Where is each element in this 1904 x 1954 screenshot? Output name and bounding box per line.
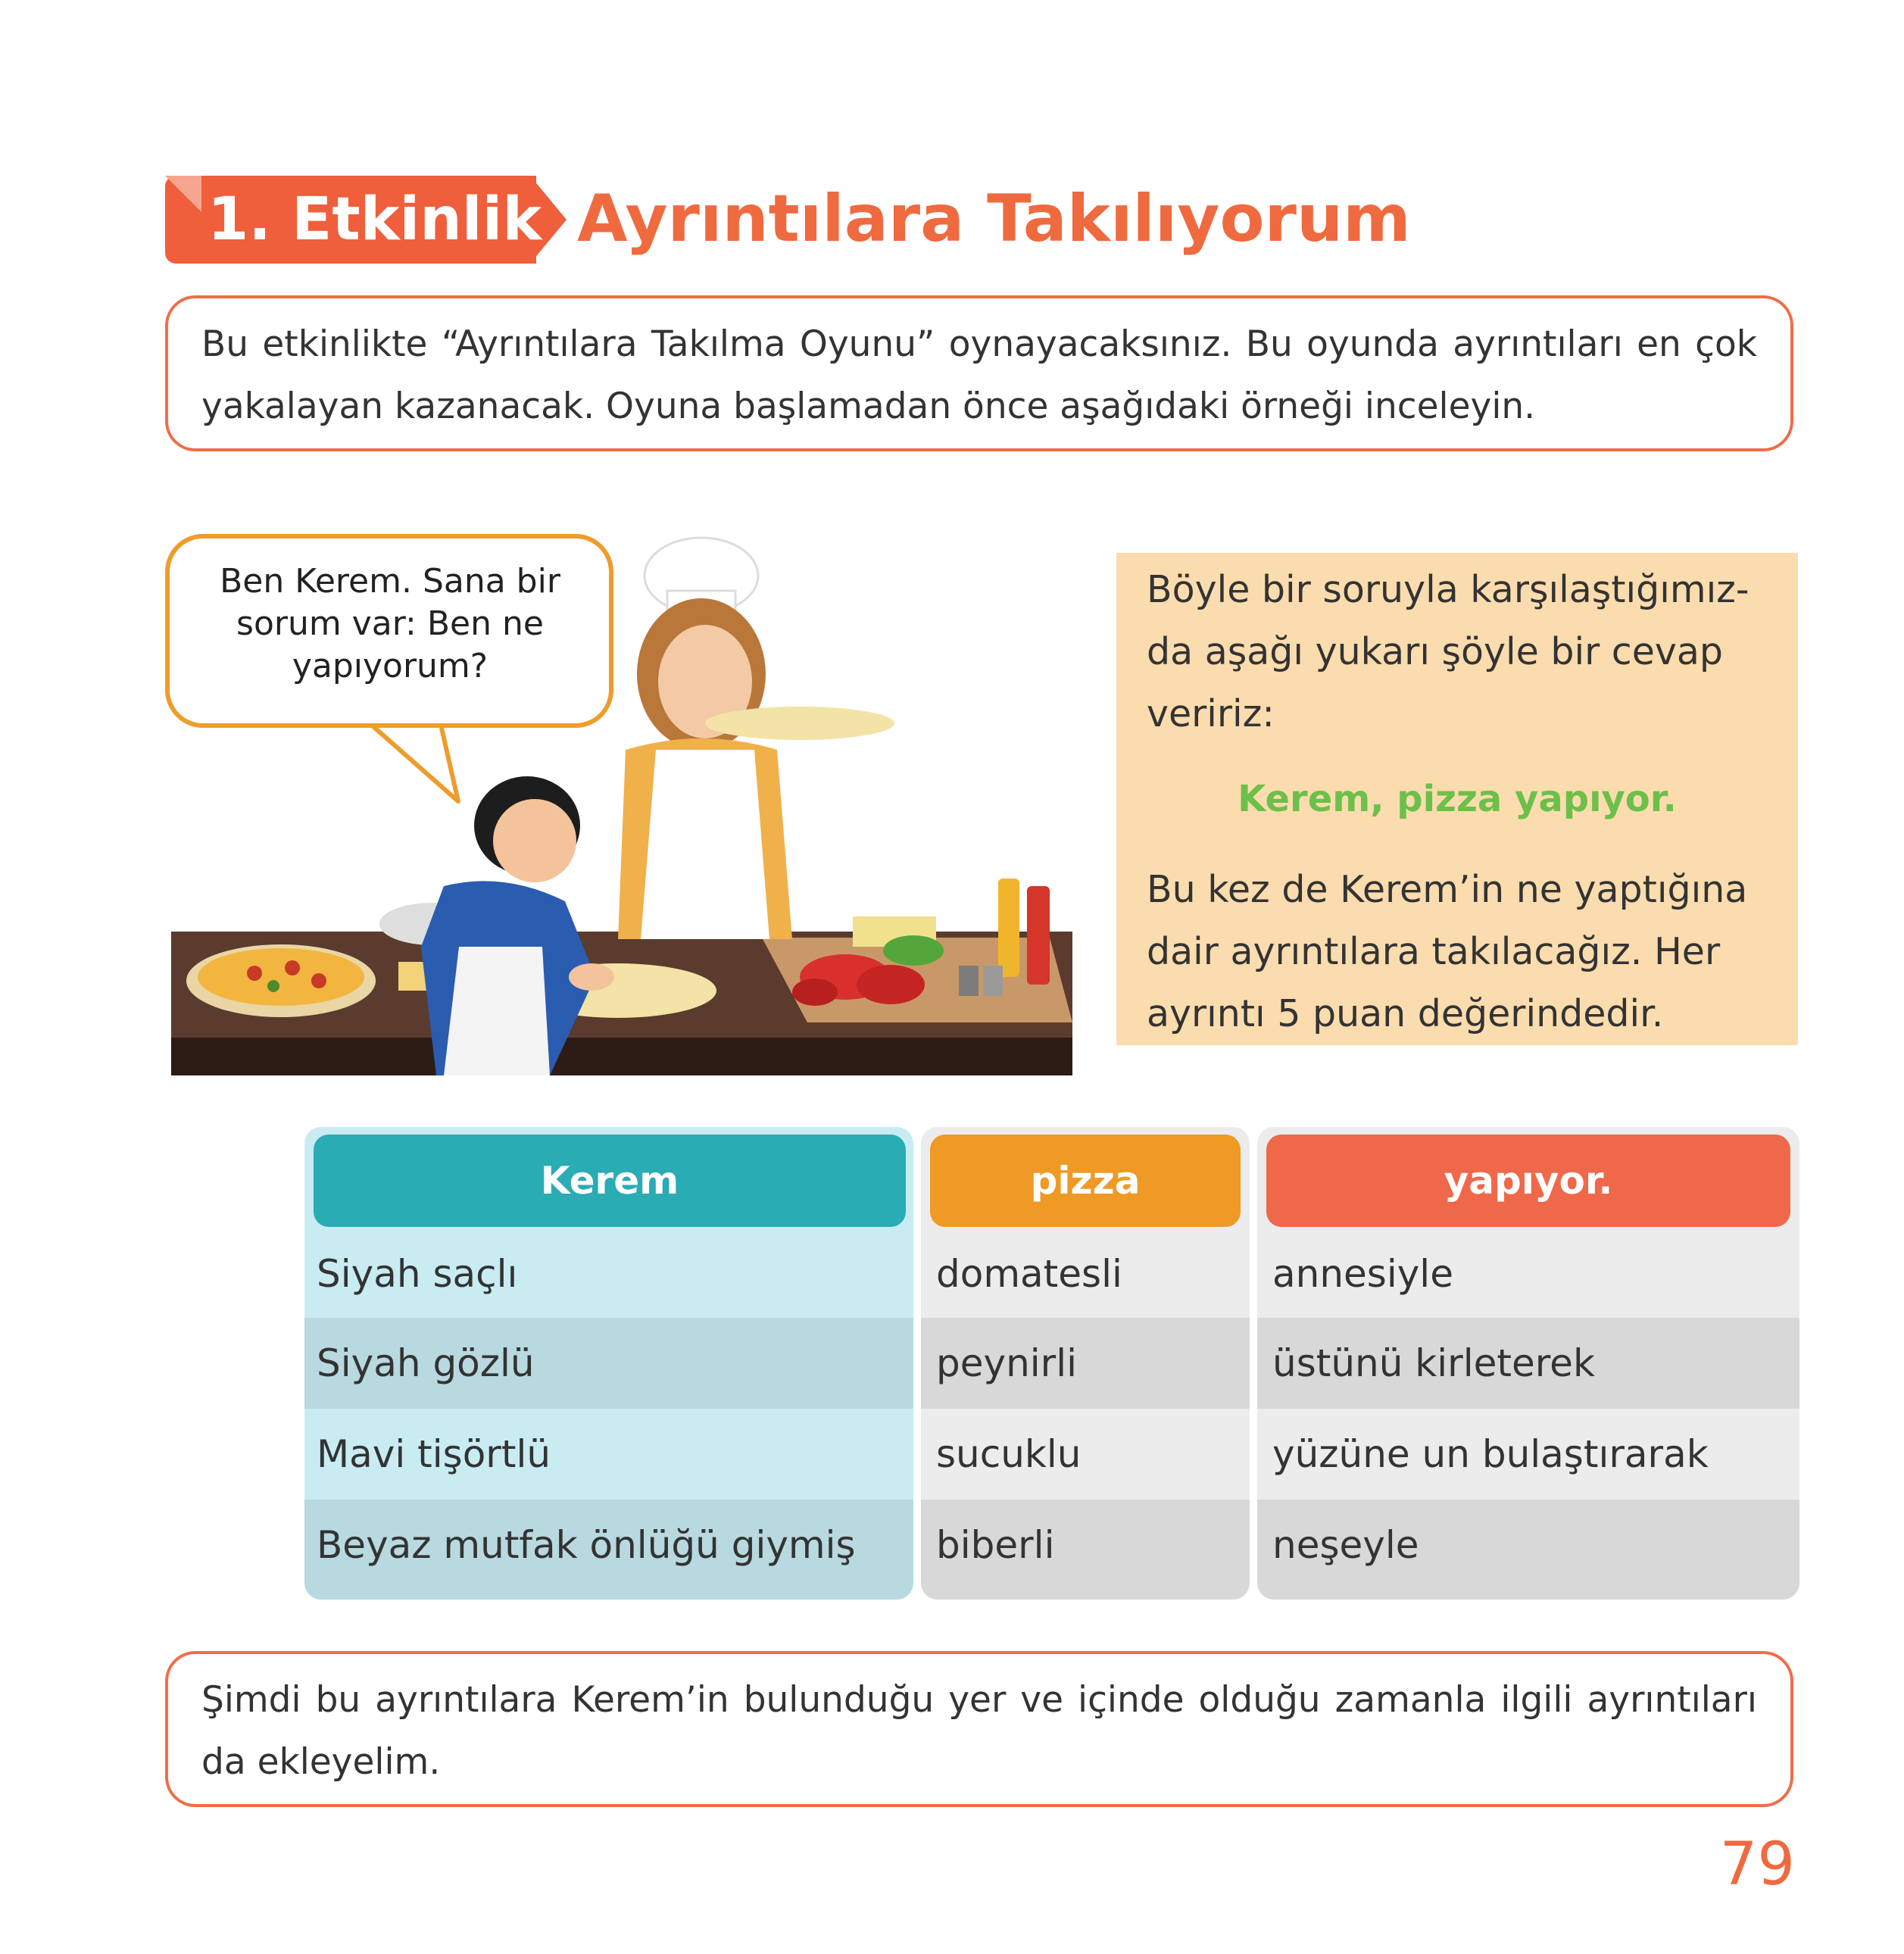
- table-cell: Siyah gözlü: [317, 1341, 535, 1385]
- info-panel-paragraph-1-text: Böyle bir soruyla karşılaştığımız-da aşağı yukarı şöyle bir cevap veririz:: [1147, 568, 1749, 735]
- activity-title: Ayrıntılara Takılıyorum: [577, 181, 1411, 257]
- table-header-yapiyor: yapıyor.: [1266, 1135, 1790, 1227]
- table-cell: domatesli: [936, 1252, 1122, 1296]
- info-panel-paragraph-2: [1147, 859, 1783, 1045]
- intro-box: [165, 295, 1793, 451]
- table-cell: neşeyle: [1272, 1523, 1419, 1567]
- table-cell: Siyah saçlı: [317, 1252, 518, 1296]
- activity-badge-label: 1. Etkinlik: [208, 186, 542, 254]
- table-cell: peynirli: [936, 1341, 1078, 1385]
- activity-badge-fold: [165, 176, 201, 212]
- table-cell: biberli: [936, 1523, 1055, 1567]
- table-header-kerem: Kerem: [314, 1135, 906, 1227]
- outro-box: [165, 1651, 1793, 1807]
- info-panel-paragraph-1: [1147, 559, 1783, 745]
- table-cell: sucuklu: [936, 1432, 1082, 1476]
- example-answer: Kerem, pizza yapıyor.: [1238, 778, 1677, 820]
- intro-text: Bu etkinlikte “Ayrıntılara Takılma Oyunu” oynayacaksınız. Bu oyunda ayrıntıları en çok yakalayan kazanacak. Oyuna başlamadan önce aşağıdaki örneği inceleyin.: [201, 323, 1757, 427]
- page-number: 79: [1719, 1831, 1795, 1899]
- outro-text: Şimdi bu ayrıntılara Kerem’in bulunduğu yer ve içinde olduğu zamanla ilgili ayrıntıları da ekleyelim.: [201, 1679, 1757, 1783]
- table-cell: Beyaz mutfak önlüğü giymiş: [317, 1523, 856, 1567]
- table-cell: annesiyle: [1272, 1252, 1453, 1296]
- table-cell: yüzüne un bulaştırarak: [1272, 1432, 1709, 1476]
- table-cell: Mavi tişörtlü: [317, 1432, 551, 1476]
- speech-bubble-text: Ben Kerem. Sana bir sorum var: Ben ne yapıyorum?: [220, 562, 560, 685]
- info-panel-paragraph-2-text: Bu kez de Kerem’in ne yaptığına dair ayrıntılara takılacağız. Her ayrıntı 5 puan değerindedir.: [1147, 868, 1748, 1035]
- table-header-pizza: pizza: [930, 1135, 1241, 1227]
- table-cell: üstünü kirleterek: [1272, 1341, 1595, 1385]
- speech-bubble-tail: [356, 718, 477, 809]
